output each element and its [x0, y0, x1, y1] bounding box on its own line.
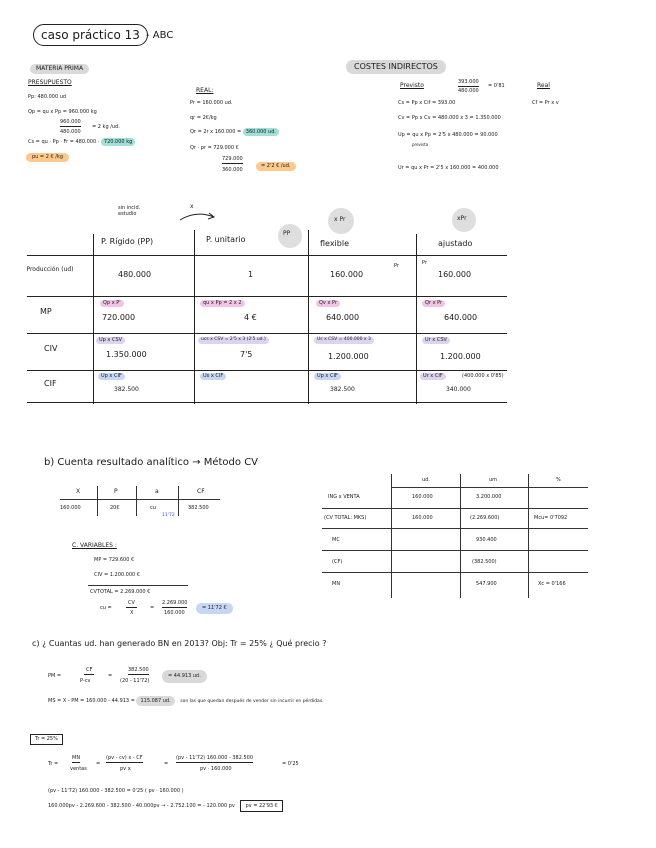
previsto-frac-num: 393.000 [458, 79, 479, 85]
cu-den1: X [130, 610, 134, 616]
rt-hline [392, 487, 588, 488]
cv-mp-line: MP = 729.600 € [94, 557, 135, 563]
cell-cif-flexible-top: Up x CIF [314, 373, 341, 380]
rt-r0-um: 3.200.000 [476, 494, 502, 500]
col-header-pp-circle-text: PP [283, 230, 291, 237]
cv-civ-line: CIV = 1.200.000 € [94, 572, 140, 578]
table-vline-1 [93, 234, 94, 404]
formula-f3d: pv · 160.000 [200, 766, 232, 772]
cv-label: C. VARIABLES : [72, 542, 117, 549]
cell-civ-flexible-top: Us x CSV = 400.000 x 3 [314, 337, 374, 344]
real-line3-text: Qr = 2r x 160.000 = [190, 129, 243, 135]
previsto-frac-den: 480.000 [458, 88, 479, 94]
ci-real-line: Cf = Pr x v [532, 100, 559, 106]
real-label: REAL: [196, 87, 214, 94]
ms-note: son las que quedan después de vender sin incurrir en pérdidas. [180, 699, 324, 704]
cell-civ-ajustado: 1.200.000 [440, 352, 481, 361]
ci-line2: Cv = Pp x Cv = 480.000 x 3 = 1.350.000 [398, 115, 501, 121]
arrow-label: x [190, 203, 194, 210]
cell-mp-unitario: 4 € [244, 313, 257, 322]
rt-r1-ud: 160.000 [412, 515, 433, 521]
rt-r1-pct: Mcu= 0'7092 [534, 515, 568, 521]
ci-line3-sub: prevista [412, 142, 429, 147]
table-vline-2 [194, 230, 195, 404]
rt-r3-um: (382.500) [472, 559, 497, 565]
mini-v1 [97, 486, 98, 516]
pm-num2: 382.500 [128, 667, 149, 673]
note-top: sin incid. estudio [118, 205, 141, 217]
cu-eq: = [150, 605, 155, 611]
table-line-r3 [27, 370, 507, 371]
col-header-unitario: P. unitario [206, 235, 246, 244]
arrow-icon [178, 208, 218, 222]
previsto-frac-res: = 0'81 [488, 83, 505, 89]
row-label-cif: CIF [44, 379, 57, 388]
ci-line3: Up = qu x Pp = 2'5 x 480.000 = 90.000 [398, 132, 498, 138]
mini-h-a: a [155, 488, 159, 495]
title-box [33, 24, 148, 46]
cell-mp-flexible: 640.000 [326, 313, 360, 322]
table-line-r2 [27, 333, 507, 334]
row-label-civ: CIV [44, 344, 58, 353]
cell-cif-rigido: 382.500 [114, 386, 139, 393]
ci-line1: Cs = Pp x Cif = 393.00 [398, 100, 456, 106]
mini-hline [60, 499, 220, 500]
formula-f2n: (pv - cv) x - CF [106, 755, 143, 761]
rt-h-ud: ud. [422, 477, 430, 483]
previsto-label: Previsto [400, 82, 424, 89]
presupuesto-frac-res: = 2 kg /ud. [92, 124, 120, 130]
cell-prod-ajustado: 160.000 [438, 270, 472, 279]
cell-mp-ajustado: 640.000 [444, 313, 478, 322]
rt-r2-um: 930.400 [476, 537, 497, 543]
rt-r2-label: MC [332, 537, 340, 543]
materia-prima-badge: MATERIA PRIMA [30, 64, 89, 74]
mp-quantity-highlight: 720.000 kg [101, 138, 135, 146]
formula-f1d: ventas [70, 766, 87, 772]
cu-den2: 160.000 [164, 610, 185, 616]
rt-r0-ud: 160.000 [412, 494, 433, 500]
presupuesto-line1: Pp: 480.000 ud [28, 94, 67, 100]
pm-eq: = [108, 673, 113, 679]
rt-v1 [391, 474, 392, 598]
table-line-r1 [27, 296, 507, 297]
section-b-title: b) Cuenta resultado analítico → Método CV [44, 457, 259, 468]
row-label-produccion: Producción (ud) [26, 266, 74, 273]
rt-v2 [460, 474, 461, 598]
cell-mp-rigido-top: Qp x P' [100, 300, 124, 307]
pm-den1: P-cv [80, 678, 91, 684]
real-frac-den: 360.000 [222, 167, 243, 173]
cu-prefix: cu = [100, 605, 112, 611]
cell-civ-unitario: 7'5 [240, 350, 253, 359]
mini-sub-note: 11'72 [162, 513, 175, 518]
cell-cif-flexible: 382.500 [330, 386, 355, 393]
pm-den2: (20 - 11'72) [120, 678, 150, 684]
presupuesto-frac-den: 480.000 [60, 129, 81, 135]
title-suffix: - ABC [146, 30, 174, 41]
section-c-line3-text: 160.000pv - 2.269.600 - 382.500 - 40.000pv → - 2.752.100 = - 120.000 pv [48, 803, 235, 809]
cell-prod-unitario: 1 [248, 270, 254, 279]
page-title: caso práctico 13 [41, 28, 140, 42]
cell-mp-ajustado-top: Qr x Pr [422, 300, 445, 307]
cell-prod-flexible: 160.000 [330, 270, 364, 279]
section-c-line3 [48, 804, 283, 809]
cell-prod-rigido: 480.000 [118, 270, 152, 279]
table-vline-3 [308, 230, 309, 404]
cell-cif-ajustado-extra: (400.000 x 0'85) [462, 373, 504, 379]
formula-f2d: pv x [120, 766, 131, 772]
real-price-highlight: = 2'2 € /ud. [256, 162, 296, 171]
formula-eq3: = 0'25 [282, 761, 299, 767]
cell-civ-rigido: 1.350.000 [106, 350, 147, 359]
cu-num2: 2.269.000 [162, 600, 188, 606]
mini-h-x: X [76, 488, 81, 495]
final-price-box: pv = 22'93 € [240, 800, 282, 812]
rt-r0-label: ING x VENTA [328, 494, 360, 500]
row-label-mp: MP [40, 307, 52, 316]
formula-eq1: = [96, 761, 101, 767]
presupuesto-line2: Qp = qu x Pp = 960.000 kg [28, 109, 97, 115]
rt-r1-um: (2.269.600) [470, 515, 500, 521]
ci-line4: Ur = qu x Pr = 2'5 x 160.000 = 400.000 [398, 165, 499, 171]
section-c-title: c) ¿ Cuantas ud. han generado BN en 2013? Obj: Tr = 25% ¿ Qué precio ? [32, 639, 327, 648]
cu-num1: CV [128, 600, 135, 606]
section-c-line2: (pv - 11'72) 160.000 - 382.500 = 0'25 ( pv · 160.000 ) [48, 788, 184, 794]
mini-v-p: 20€ [110, 505, 120, 511]
rt-r4-um: 547.900 [476, 581, 497, 587]
col-header-ajustado: ajustado [438, 239, 473, 248]
col-header-flexible: flexible [320, 239, 349, 248]
presupuesto-frac-num: 960.000 [60, 119, 81, 125]
table-vline-4 [416, 234, 417, 404]
pu-highlight: pu = 2 € /kg [26, 153, 69, 162]
presupuesto-label: PRESUPUESTO [28, 79, 72, 86]
real-line4: Qr · pr = 729.000 € [190, 145, 239, 151]
cell-cif-ajustado: 340.000 [446, 386, 471, 393]
pm-result-highlight: = 44.913 ud. [162, 670, 207, 683]
rt-h-um: um [489, 477, 498, 483]
real-frac-num: 729.000 [222, 156, 243, 162]
pm-num1: CF [86, 667, 93, 673]
cell-cif-rigido-top: Up x CIF [98, 373, 125, 380]
mini-h-cf: CF [197, 488, 205, 495]
rt-r3-label: (CF) [332, 559, 343, 565]
cell-cif-unitario-top: Us x CIF [200, 373, 226, 380]
col-header-rigido: P. Rígido (PP) [101, 237, 154, 246]
rt-h-pct: % [556, 477, 561, 483]
presupuesto-line4 [28, 140, 135, 145]
formula-f3n: (pv - 11'72) 160.000 - 382.500 [176, 755, 254, 761]
rt-hline3 [322, 528, 588, 529]
pm-label: PM = [48, 673, 62, 679]
ms-line [48, 699, 324, 705]
rt-r4-pct: Xc = 0'166 [538, 581, 566, 587]
real-line3 [190, 130, 279, 135]
cell-civ-flexible: 1.200.000 [328, 352, 369, 361]
mini-v3 [178, 486, 179, 516]
rt-hline2 [322, 508, 588, 509]
cell-civ-rigido-top: Up x CSV [96, 337, 125, 344]
mini-v-cf: 382.500 [188, 505, 209, 511]
ms-line-text: MS = X - PM = 160.000 - 44.913 = [48, 698, 137, 704]
rt-hline4 [322, 550, 588, 551]
col-header-xpr2-circle-text: xPr [457, 215, 467, 222]
real-ci-label: Real [537, 82, 550, 89]
cell-mp-rigido: 720.000 [102, 313, 136, 322]
cell-cif-ajustado-top: Ur x CIF [420, 373, 446, 380]
formula-f1n: MN [72, 755, 81, 761]
real-quantity-highlight: 360.000 ud. [243, 128, 279, 136]
mini-v-a: cu [150, 505, 156, 511]
cell-prod-ajustado-top: Pr [422, 260, 427, 266]
cv-total-line: CVTOTAL = 2.269.000 € [90, 589, 151, 595]
real-line2: qr = 2€/kg [190, 115, 217, 121]
real-line1: Pr = 160.000 ud. [190, 100, 233, 106]
cu-result-highlight: = 11'72 € [196, 603, 233, 614]
cell-mp-flexible-top: Qv x Pr [316, 300, 340, 307]
tr-box: Tr = 25% [30, 734, 63, 745]
table-line-bottom [27, 402, 507, 403]
costes-indirectos-badge: COSTES INDIRECTOS [346, 60, 446, 74]
table-line-top [27, 255, 507, 256]
cell-civ-ajustado-top: Ur x CSV [422, 337, 450, 344]
ms-highlight: 115.087 ud. [136, 696, 174, 706]
cell-mp-unitario-top: qu x Pp = 2 x 2 [200, 300, 245, 307]
mini-v2 [136, 486, 137, 516]
rt-v3 [528, 474, 529, 598]
cell-prod-flexible-mark: Pr [394, 263, 399, 269]
mini-h-p: P [114, 488, 118, 495]
mini-v-x: 160.000 [60, 505, 81, 511]
cell-civ-unitario-top: ucs x CSV = 2'5 x 3 (2'5 ud.) [198, 337, 269, 344]
col-header-xpr-circle-text: x Pr [334, 216, 346, 223]
formula-eq2: = [164, 761, 169, 767]
cv-sum-line [88, 585, 188, 586]
rt-hline5 [322, 572, 588, 573]
presupuesto-line4-text: Cs = qu · Pp · Fr = 480.000 · [28, 139, 101, 145]
formula-prefix: Tr = [48, 761, 59, 767]
rt-r4-label: MN [332, 581, 341, 587]
rt-r1-label: (CV TOTAL: MKS) [324, 515, 367, 521]
